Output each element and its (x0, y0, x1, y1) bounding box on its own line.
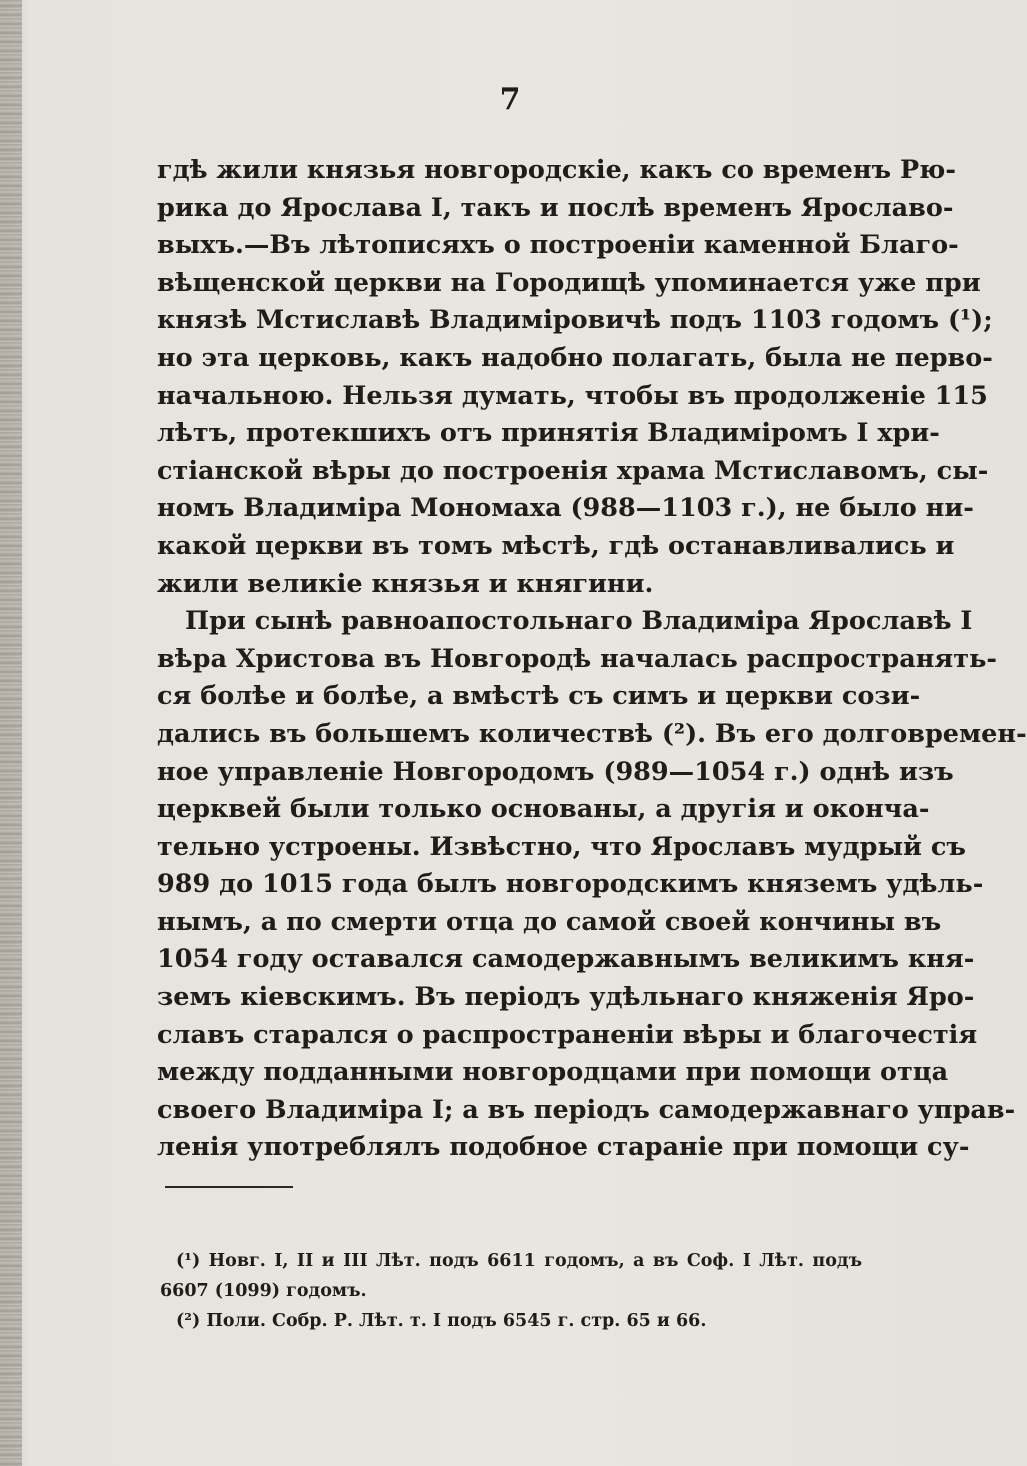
text-line: нымъ, а по смерти отца до самой своей кончины въ (157, 906, 942, 937)
text-line-paragraph-start: При сынѣ равноапостольнаго Владиміра Ярославѣ I (185, 606, 973, 637)
text-line: тельно устроены. Извѣстно, что Ярославъ мудрый съ (157, 831, 966, 862)
footnote-separator-rule (165, 1186, 293, 1188)
text-line: земъ кіевскимъ. Въ періодъ удѣльнаго княженія Яро- (157, 982, 975, 1013)
text-line: ное управленіе Новгородомъ (989—1054 г.) однѣ изъ (157, 756, 954, 787)
text-line: между подданными новгородцами при помощи отца (157, 1057, 949, 1088)
text-line: рика до Ярослава I, такъ и послѣ временъ Ярославо- (157, 192, 954, 223)
text-line: славъ старался о распространеніи вѣры и благочестія (157, 1019, 978, 1050)
text-line: вѣра Христова въ Новгородѣ началась распространять- (157, 643, 997, 674)
text-line: дались въ большемъ количествѣ (²). Въ его долговремен- (157, 718, 1027, 749)
text-line: 1054 году оставался самодержавнымъ великимъ кня- (157, 944, 975, 975)
text-line: стіанской вѣры до построенія храма Мстиславомъ, сы- (157, 455, 989, 486)
text-line: своего Владиміра I; а въ періодъ самодержавнаго управ- (157, 1094, 1016, 1125)
footnote-1: (¹) Новг. I, II и III Лѣт. подъ 6611 годомъ, а въ Соф. I Лѣт. подъ (176, 1251, 862, 1271)
text-line: ленія употреблялъ подобное стараніе при помощи су- (157, 1132, 970, 1163)
text-line: гдѣ жили князья новгородскіе, какъ со временъ Рю- (157, 155, 956, 185)
text-line: но эта церковь, какъ надобно полагать, была не перво- (157, 342, 993, 373)
text-line: лѣтъ, протекшихъ отъ принятія Владиміромъ I хри- (157, 418, 940, 449)
text-line: 989 до 1015 года былъ новгородскимъ княземъ удѣль- (157, 869, 984, 900)
page-binding-edge (0, 0, 22, 1466)
body-text (157, 152, 1027, 1167)
text-line: церквей были только основаны, а другія и оконча- (157, 794, 930, 825)
text-line: какой церкви въ томъ мѣстѣ, гдѣ останавливались и (157, 530, 955, 561)
text-line: ся болѣе и болѣе, а вмѣстѣ съ симъ и церкви сози- (157, 681, 921, 712)
text-line: начальною. Нельзя думать, чтобы въ продолженіе 115 (157, 380, 988, 411)
text-line: жили великіе князья и княгини. (157, 568, 654, 599)
text-line: номъ Владиміра Мономаха (988—1103 г.), не было ни- (157, 493, 974, 524)
text-line: князѣ Мстиславѣ Владиміровичѣ подъ 1103 годомъ (¹); (157, 305, 993, 336)
text-line: вѣщенской церкви на Городищѣ упоминается уже при (157, 267, 981, 298)
text-line: выхъ.—Въ лѣтописяхъ о построеніи каменной Благо- (157, 230, 959, 261)
page-number: 7 (499, 82, 521, 117)
footnotes (160, 1246, 862, 1336)
footnote-2: (²) Поли. Собр. Р. Лѣт. т. I подъ 6545 г. стр. 65 и 66. (176, 1311, 707, 1331)
footnote-1-continuation: 6607 (1099) годомъ. (160, 1281, 367, 1301)
